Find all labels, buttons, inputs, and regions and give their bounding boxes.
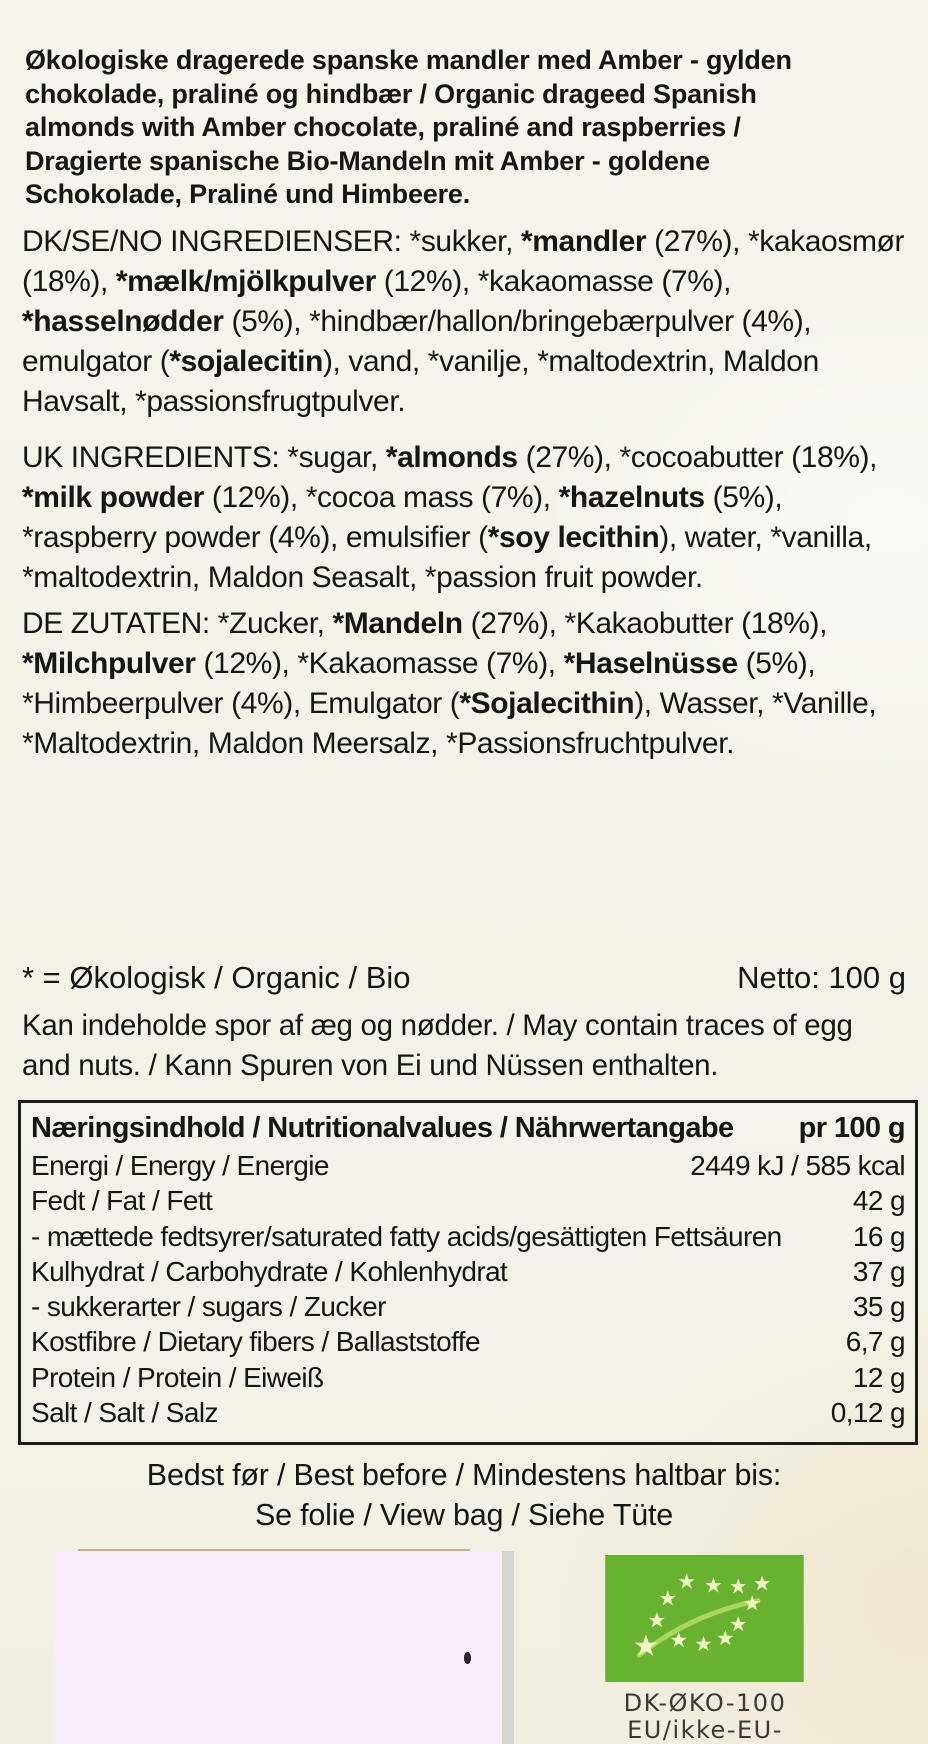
nutrition-per-100g: pr 100 g: [798, 1112, 905, 1144]
title-line: Økologiske dragerede spanske mandler med Amber - gylden: [25, 45, 792, 75]
title-line: chokolade, praliné og hindbær / Organic drageed Spanish: [25, 78, 757, 109]
print-speck: [464, 1652, 471, 1664]
allergen-note: Kan indeholde spor af æg og nødder. / May contain traces of egg and nuts. / Kann Spuren von Ei und Nüssen enthalten.: [22, 1009, 853, 1082]
allergen-term: *Mandeln: [332, 607, 463, 640]
title-line: Schokolade, Praliné und Himbeere.: [25, 179, 471, 209]
ingredient-text: (5%), *hindbær/hallon/bringebærpulver (4%), emulgator (: [22, 305, 812, 378]
ingredient-text: (27%), *Kakaobutter (18%),: [462, 607, 828, 640]
nutrient-value: 2449 kJ / 585 kcal: [690, 1150, 905, 1181]
nutrient-value: 35 g: [852, 1291, 905, 1323]
nutrition-row: [31, 1360, 905, 1395]
nutrient-label: Kostfibre / Dietary fibers / Ballaststoffe: [31, 1326, 480, 1358]
ingredients-dk: [22, 222, 916, 422]
nutrition-rows: [31, 1148, 905, 1430]
title-line: Dragierte spanische Bio-Mandeln mit Amber - goldene: [25, 145, 710, 176]
best-before-value: Se folie / View bag / Siehe Tüte: [254, 1498, 674, 1532]
ingredient-text: (5%), *Himbeerpulver (4%), Emulgator (: [22, 647, 816, 720]
nutrient-value: 6,7 g: [845, 1326, 905, 1358]
nutrition-row: [31, 1219, 905, 1254]
nutrient-label: Fedt / Fat / Fett: [31, 1185, 213, 1217]
nutrient-label: Energi / Energy / Energie: [31, 1150, 329, 1181]
organic-note-row: [22, 960, 906, 996]
nutrition-row: [31, 1324, 905, 1359]
nutrition-row: [31, 1183, 905, 1218]
fold-line: [502, 1551, 514, 1744]
ingredient-text: DK/SE/NO INGREDIENSER: *sukker,: [22, 225, 521, 258]
nutrition-row: [31, 1395, 905, 1430]
ingredients-de: [22, 604, 916, 764]
nutrient-label: Kulhydrat / Carbohydrate / Kohlenhydrat: [31, 1255, 508, 1287]
allergen-term: *hasselnødder: [22, 305, 224, 338]
ingredient-text: (12%), *cocoa mass (7%),: [203, 481, 559, 514]
eu-organic-leaf-logo-icon: [604, 1555, 805, 1682]
nutrition-header: [31, 1108, 905, 1148]
ingredient-text: ), water, *vanilla, *maltodextrin, Maldon Seasalt, *passion fruit powder.: [22, 521, 872, 594]
nutrition-title: Næringsindhold / Nutritionalvalues / Nährwertangabe: [31, 1112, 734, 1144]
ingredients-uk: [22, 438, 916, 598]
allergen-term: *mandler: [521, 225, 647, 258]
allergen-term: *Haselnüsse: [563, 647, 738, 680]
ingredient-text: UK INGREDIENTS: *sugar,: [22, 441, 386, 474]
organic-definition: * = Økologisk / Organic / Bio: [22, 960, 411, 995]
nutrient-value: 42 g: [852, 1185, 905, 1217]
ingredient-text: DE ZUTATEN: *Zucker,: [22, 607, 333, 640]
nutrient-label: - sukkerarter / sugars / Zucker: [31, 1291, 386, 1323]
ingredient-text: ), vand, *vanilje, *maltodextrin, Maldon Havsalt, *passionsfrugtpulver.: [22, 345, 819, 418]
nutrient-label: Protein / Protein / Eiweiß: [31, 1361, 324, 1393]
ingredient-text: (12%), *kakaomasse (7%),: [375, 265, 732, 298]
allergen-term: *sojalecitin: [169, 345, 323, 378]
allergen-term: *Milchpulver: [22, 647, 196, 680]
nutrient-label: Salt / Salt / Salz: [31, 1397, 218, 1429]
allergen-term: *mælk/mjölkpulver: [115, 265, 376, 298]
allergen-term: *Sojalecithin: [459, 687, 635, 720]
nutrition-row: [31, 1254, 905, 1289]
nutrition-table: [18, 1100, 918, 1445]
best-before-label: Bedst før / Best before / Mindestens haltbar bis:: [146, 1458, 782, 1492]
ingredient-text: (5%), *raspberry powder (4%), emulsifier (: [22, 481, 783, 554]
allergen-term: *almonds: [385, 441, 518, 474]
nutrition-row: [31, 1148, 905, 1183]
net-weight: Netto: 100 g: [737, 960, 906, 995]
allergen-term: *hazelnuts: [558, 481, 705, 514]
nutrient-value: 12 g: [852, 1361, 905, 1393]
nutrition-row: [31, 1289, 905, 1324]
organic-certification-code: DK-ØKO-100: [623, 1689, 787, 1717]
allergen-term: *soy lecithin: [487, 521, 660, 554]
allergen-term: *milk powder: [22, 481, 204, 514]
organic-origin-statement: EU/ikke-EU-: [627, 1716, 783, 1744]
title-line: almonds with Amber chocolate, praliné and raspberries /: [25, 112, 741, 142]
nutrient-value: 16 g: [852, 1220, 905, 1252]
ingredient-text: ), Wasser, *Vanille, *Maltodextrin, Maldon Meersalz, *Passionsfruchtpulver.: [22, 687, 877, 760]
product-title: [25, 44, 861, 212]
nutrient-label: - mættede fedtsyrer/saturated fatty acids/gesättigten Fettsäuren: [31, 1220, 782, 1252]
nutrient-value: 0,12 g: [830, 1397, 905, 1429]
ingredient-text: (12%), *Kakaomasse (7%),: [195, 647, 564, 680]
nutrient-value: 37 g: [852, 1255, 905, 1287]
ingredient-text: (27%), *cocoabutter (18%),: [517, 441, 878, 474]
ingredient-text: (27%), *kakaosmør (18%),: [22, 225, 905, 298]
blank-date-panel: [55, 1551, 502, 1744]
